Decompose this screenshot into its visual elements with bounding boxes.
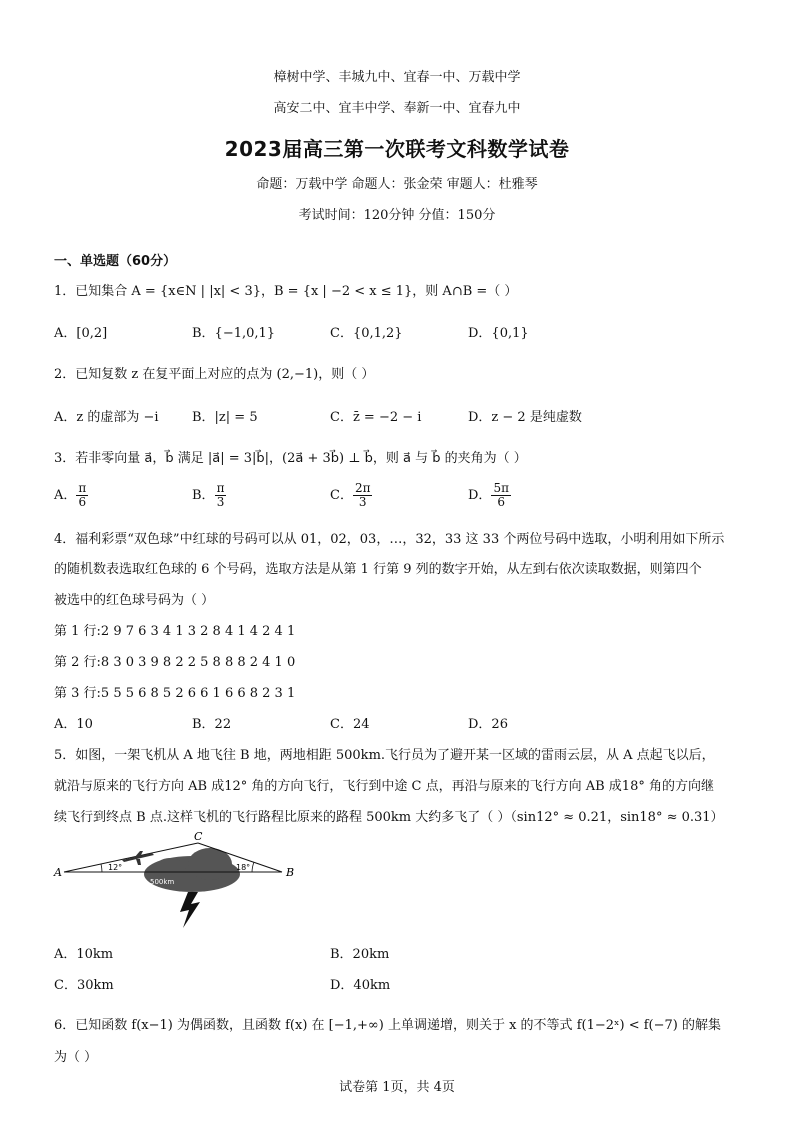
q1-option-d: D．{0,1} [468, 326, 529, 341]
q4-option-c: C．24 [330, 717, 370, 732]
q3-option-b-label: B． [192, 488, 215, 504]
q5-option-c: C．30km [54, 978, 114, 993]
q3-option-d [468, 482, 511, 509]
point-b-label: B [286, 866, 295, 879]
question-5-line-1: 5．如图，一架飞机从 A 地飞往 B 地，两地相距 500km.飞行员为了避开某一区域的雷雨云层，从 A 点起飞以后， [54, 748, 715, 763]
q5-option-d: D．40km [330, 978, 391, 993]
question-1-stem: 1．已知集合 A = {x∈N | |x| < 3}，B = {x | −2 < x ≤ 1}，则 A∩B =（ ） [54, 284, 518, 299]
q3-option-d-fraction [491, 482, 511, 509]
q3-option-b-den: 3 [216, 495, 225, 510]
q4-option-a: A．10 [54, 717, 93, 732]
q2-option-d: D．z − 2 是纯虚数 [468, 410, 582, 425]
q1-option-c: C．{0,1,2} [330, 326, 403, 341]
schools-line-2: 高安二中、宜丰中学、奉新一中、宜春九中 [273, 101, 521, 116]
question-4-line-2: 的随机数表选取红色球的 6 个号码，选取方法是从第 1 行第 9 列的数字开始，从左到右依次读取数据，则第四个 [54, 562, 702, 577]
point-a-label: A [54, 866, 62, 879]
q4-option-b: B．22 [192, 717, 232, 732]
q3-option-b [192, 482, 226, 509]
flight-route-figure [52, 832, 302, 932]
q4-option-d: D．26 [468, 717, 508, 732]
q3-option-c-fraction [353, 482, 373, 509]
q3-option-c [330, 482, 372, 509]
q5-option-a: A．10km [54, 947, 114, 962]
q3-option-d-den: 6 [497, 495, 506, 510]
angle-b-label: 18° [236, 863, 251, 872]
q2-option-b: B．|z| = 5 [192, 410, 258, 425]
q3-option-a-num: π [78, 481, 87, 495]
question-6-line-2: 为（ ） [54, 1050, 98, 1065]
question-4-line-3: 被选中的红色球号码为（ ） [54, 593, 215, 608]
distance-label: 500km [150, 878, 175, 886]
angle-a-label: 12° [108, 863, 123, 872]
q3-option-a-fraction [76, 482, 88, 509]
section-title: 一、单选题（60分） [54, 254, 177, 269]
point-c-label: C [194, 832, 203, 843]
q3-option-b-fraction [215, 482, 227, 509]
question-5-line-2: 就沿与原来的飞行方向 AB 成12° 角的方向飞行，飞行到中途 C 点，再沿与原来的飞行方向 AB 成18° 角的方向继 [54, 779, 714, 794]
authors-line: 命题：万载中学 命题人：张金荣 审题人：杜雅琴 [256, 177, 538, 192]
schools-line-1: 樟树中学、丰城九中、宜春一中、万载中学 [273, 70, 521, 85]
q3-option-c-den: 3 [358, 495, 367, 510]
question-2-stem: 2．已知复数 z 在复平面上对应的点为 (2,−1)，则（ ） [54, 367, 375, 382]
q3-option-a-label: A． [54, 488, 77, 504]
question-6-line-1: 6．已知函数 f(x−1) 为偶函数，且函数 f(x) 在 [−1,+∞) 上单调递增，则关于 x 的不等式 f(1−2ˣ) < f(−7) 的解集 [54, 1018, 721, 1033]
angle-b-arc [252, 862, 254, 872]
q1-option-a: A．[0,2] [54, 326, 108, 341]
question-5-line-3: 续飞行到终点 B 点.这样飞机的飞行路程比原来的路程 500km 大约多飞了（ ）（sin12° ≈ 0.21，sin18° ≈ 0.31） [54, 810, 724, 825]
q3-option-a [54, 482, 88, 509]
q1-option-b: B．{−1,0,1} [192, 326, 276, 341]
q5-option-b: B．20km [330, 947, 390, 962]
angle-a-arc [101, 864, 102, 872]
q3-option-c-label: C． [330, 488, 353, 504]
page-footer: 试卷第 1页，共 4页 [339, 1080, 455, 1095]
q2-option-c: C．z̄ = −2 − i [330, 410, 422, 425]
question-3-stem: 3．若非零向量 a⃗，b⃗ 满足 |a⃗| = 3|b⃗|，(2a⃗ + 3b⃗) ⊥ b⃗，则 a⃗ 与 b⃗ 的夹角为（ ） [54, 451, 527, 466]
q3-option-d-label: D． [468, 488, 492, 504]
random-table-row-3: 第 3 行:5 5 5 6 8 5 2 6 6 1 6 6 8 2 3 1 [54, 686, 296, 701]
q2-option-a: A．z 的虚部为 −i [54, 410, 159, 425]
q3-option-a-den: 6 [78, 495, 87, 510]
exam-info: 考试时间：120分钟 分值：150分 [298, 208, 496, 223]
page-title: 2023届高三第一次联考文科数学试卷 [224, 137, 570, 161]
storm-cloud-icon [144, 848, 240, 928]
random-table-row-1: 第 1 行:2 9 7 6 3 4 1 3 2 8 4 1 4 2 4 1 [54, 624, 296, 639]
random-table-row-2: 第 2 行:8 3 0 3 9 8 2 2 5 8 8 8 2 4 1 0 [54, 655, 296, 670]
question-4-line-1: 4．福利彩票“双色球”中红球的号码可以从 01，02，03，…，32，33 这 33 个两位号码中选取，小明利用如下所示 [54, 532, 725, 547]
q3-option-b-num: π [216, 481, 225, 495]
q3-option-d-num: 5π [493, 481, 509, 495]
q3-option-c-num: 2π [354, 481, 371, 495]
